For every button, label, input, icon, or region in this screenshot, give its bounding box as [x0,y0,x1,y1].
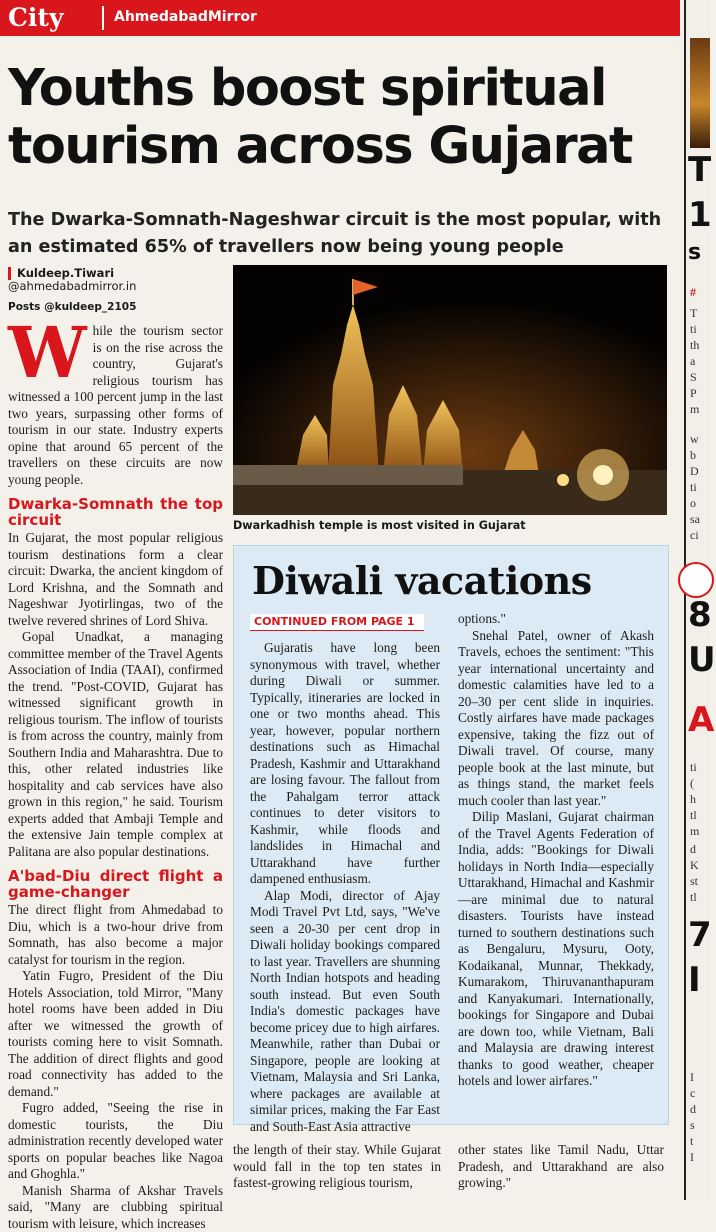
fragment-text: d [690,842,696,857]
author-email: @ahmedabadmirror.in [8,280,223,293]
byline [8,267,223,314]
paragraph: In Gujarat, the most popular religious tourism destinations form a clear circuit: Dwarka, the ancient kingdom of Lord Krishna, and the Somnath and Nageshwar Jyotirlingas, two of the twelve revered shrines of Lord Shiva. [8,530,223,629]
box-column-2 [458,611,654,1115]
continued-label: CONTINUED FROM PAGE 1 [250,614,424,631]
section-label: City [8,3,63,32]
fragment-text: sa [690,512,700,527]
fragment-text: ci [690,528,699,543]
fragment-text: A [688,700,714,740]
paragraph: Gujaratis have long been synonymous with travel, whether during Diwali or summer. Typically, itineraries are locked in one or two months ahead. This year, however, popular northern destinations such as Himachal Pradesh, Kashmir and Uttarakhand are losing favour. The fallout from the Pahalgam terror attack continues to deter visitors to Kashmir, while floods and landslides in Himachal and Uttarakhand have further dampened enthusiasm. [250,640,440,888]
paragraph: Dilip Maslani, Gujarat chairman of the Travel Agents Federation of India, adds: "Bookings for Diwali holidays in North India—especially Uttarakhand, Himachal and Kashmir—are minimal due to natural disasters. Tourists have instead turned to southern destinations such as Bengaluru, Mysuru, Ooty, Kodaikanal, Munnar, Thekkady, Kumarakom, Thiruvananthapuram and Kanyakumari. Internationally, bookings for Singapore and Dubai are down too, while Vietnam, Bali and Malaysia are drawing interest thanks to good weather, cheaper hotels and lower airfares." [458,809,654,1090]
fragment-text: P [690,386,697,401]
paragraph: Snehal Patel, owner of Akash Travels, echoes the sentiment: "This year international uncertainty and domestic calamities have led to a 20–30 per cent slide in inquiries. Costly airfares have made packages expensive, taking the fizz out of Diwali travel. Of course, many people book at the last minute, but as things stand, the market feels much cooler than last year." [458,628,654,810]
fragment-text: ( [690,776,694,791]
temple-photo [233,265,667,515]
fragment-text: tl [690,808,697,823]
fragment-text: ti [690,760,697,775]
header-divider [102,6,104,30]
adjacent-column-fragment [686,0,710,1200]
fragment-text: # [690,285,696,300]
paragraph: Fugro added, "Seeing the rise in domestic tourists, the Diu administration recently developed water sports on popular beaches like Nagoa and Ghoghla." [8,1100,223,1183]
fragment-text: S [690,370,697,385]
fragment-text: ti [690,480,697,495]
fragment-text: c [690,1086,695,1101]
paragraph: Alap Modi, director of Ajay Modi Travel Pvt Ltd, says, "We've seen a 20-30 per cent drop in Diwali holiday bookings compared to last year. Travellers are shunning North Indian hotspots and heading south instead. But even South India's domestic packages have become pricey due to high airfares. Meanwhile, rather than Dubai or Singapore, people are looking at Vietnam, Malaysia and Sri Lanka, where packages are available at similar prices, making the Far East and South-East Asia attractive [250,888,440,1136]
fragment-text: m [690,824,699,839]
fragment-text: w [690,432,699,447]
fragment-text: s [690,1118,695,1133]
fragment-text: I [688,960,701,1000]
fragment-text: U [688,640,716,680]
article-continuation-1: the length of their stay. While Gujarat would fall in the top ten states in fastest-growing religious tourism, [233,1142,441,1192]
fragment-text: a [690,354,695,369]
fragment-text: I [690,1070,694,1085]
fragment-text: T [688,150,711,190]
fragment-text: 7 [688,915,712,955]
author-name: Kuldeep.Tiwari [8,267,223,280]
deck: The Dwarka-Somnath-Nageshwar circuit is the most popular, with an estimated 65% of travellers now being young people [8,207,678,261]
article-column-1 [8,323,223,1198]
subhead: A'bad-Diu direct flight a game-changer [8,868,223,900]
author-handle: Posts @kuldeep_2105 [8,301,223,314]
paragraph: The direct flight from Ahmedabad to Diu, which is a two-hour drive from Somnath, has also become a major catalyst for tourism in the region. [8,902,223,968]
paragraph: Yatin Fugro, President of the Diu Hotels Association, told Mirror, "Many hotel rooms have been added in Diu after we witnessed the growth of tourists coming here to visit Somnath. The addition of direct flights and good road connectivity has added to the demand." [8,968,223,1100]
temple-illustration [233,265,667,515]
article-continuation-2: other states like Tamil Nadu, Uttar Pradesh, and Uttarakhand are also growing." [458,1142,664,1192]
fragment-text: s [688,240,701,265]
fragment-text: tl [690,890,697,905]
box-column-1 [250,640,440,1115]
fragment-text: t [690,1134,693,1149]
fragment-text: th [690,338,699,353]
paragraph: options." [458,611,654,628]
fragment-text: h [690,792,696,807]
fragment-text: m [690,402,699,417]
section-header-bar [0,0,680,36]
fragment-text: st [690,874,698,889]
fragment-text: K [690,858,699,873]
headline: Youths boost spiritual tourism across Gujarat [8,60,678,176]
fragment-text: 8 [688,595,712,635]
fragment-text: b [690,448,696,463]
box-title: Diwali vacations [252,558,592,603]
paragraph: Manish Sharma of Akshar Travels said, "Many are clubbing spiritual tourism with leisure, which increases [8,1183,223,1232]
publication-name: AhmedabadMirror [114,9,257,25]
photo-caption: Dwarkadhish temple is most visited in Gujarat [233,519,667,532]
fragment-text: D [690,464,699,479]
subhead: Dwarka-Somnath the top circuit [8,496,223,528]
lead-paragraph: While the tourism sector is on the rise across the country, Gujarat's religious tourism has witnessed a 100 percent jump in the last two years, surpassing other forms of tourism in our state. Industry experts opine that around 65 percent of the travellers on these circuits are now young people. [8,323,223,488]
fragment-text: I [690,1150,694,1165]
paragraph: Gopal Unadkat, a managing committee member of the Travel Agents Association of India (TAAI), confirmed the trend. "Post-COVID, Gujarat has witnessed significant growth in religious tourism. The inflow of tourists is from across the country, mainly from Southern India and Maharashtra. Due to this, other related industries like hospitality and cab services have also grown in this region," he said. Tourism experts added that Ambaji Temple and the extensive Jain temple complex at Palitana are also popular destinations. [8,629,223,860]
fragment-text: o [690,496,696,511]
drop-cap: W [8,325,87,381]
popcorn-icon [678,562,714,598]
fragment-text: 1 [688,195,712,235]
fragment-text: T [690,306,697,321]
adjacent-photo-fragment [690,38,710,148]
fragment-text: ti [690,322,697,337]
fragment-text: d [690,1102,696,1117]
